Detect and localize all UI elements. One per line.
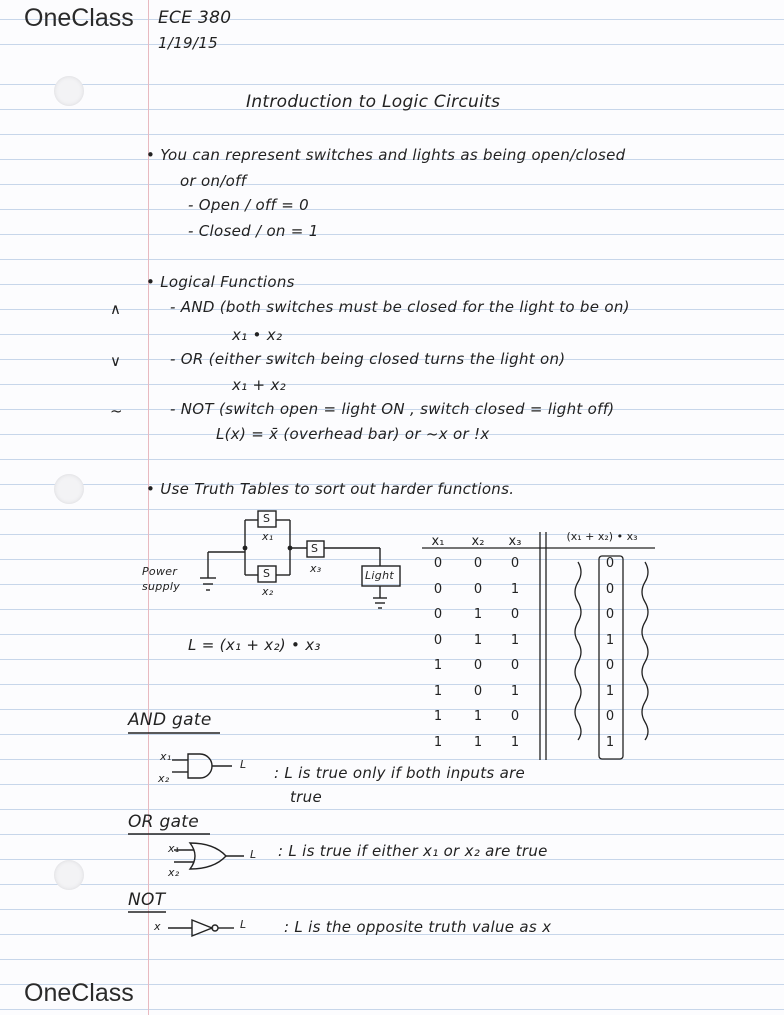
and-gate-output: L (240, 758, 247, 771)
tt-header-output: (x₁ + x₂) • x₃ (566, 530, 638, 543)
and-gate-heading: AND gate (128, 710, 212, 730)
tt-header-x1: x₁ (431, 534, 445, 549)
tt-cell-r5-c2: 1 (510, 683, 520, 699)
oneclass-logo-top: OneClass (24, 4, 134, 32)
circuit-formula: L = (x₁ + x₂) • x₃ (188, 636, 321, 654)
open-off-line: - Open / off = 0 (188, 196, 310, 214)
tt-cell-r2-c1: 1 (473, 607, 483, 622)
not-expression: L(x) = x̄ (overhead bar) or ~x or !x (216, 425, 490, 443)
oneclass-logo-bottom: OneClass (24, 979, 134, 1007)
tt-cell-r3-c0: 0 (433, 632, 443, 648)
or-gate-description: : L is true if either x₁ or x₂ are true (278, 842, 548, 860)
tt-cell-r4-c1: 0 (473, 658, 483, 673)
tt-cell-r6-c1: 1 (473, 709, 483, 724)
or-symbol: ∨ (110, 352, 122, 370)
switch-label-x2: S (263, 567, 271, 580)
tt-cell-r5-c0: 1 (433, 683, 443, 699)
power-label: Power (142, 565, 178, 578)
tt-cell-r2-c3: 0 (605, 607, 615, 622)
supply-label: supply (142, 580, 181, 593)
or-gate-output: L (250, 848, 257, 861)
truth-tables-heading: • Use Truth Tables to sort out harder functions. (146, 480, 515, 498)
tt-cell-r1-c1: 0 (473, 581, 483, 597)
tt-cell-r1-c0: 0 (433, 581, 443, 597)
tt-cell-r4-c0: 1 (433, 658, 443, 673)
date: 1/19/15 (158, 34, 218, 52)
or-expression: x₁ + x₂ (232, 376, 286, 394)
and-gate-description-cont: true (290, 788, 322, 806)
or-description: - OR (either switch being closed turns the light on) (170, 350, 566, 368)
tt-cell-r5-c3: 1 (605, 683, 615, 699)
or-gate-heading: OR gate (128, 812, 200, 832)
tt-cell-r0-c2: 0 (510, 556, 520, 571)
tt-header-x3: x₃ (508, 534, 522, 549)
tt-header-x2: x₂ (471, 534, 485, 549)
not-gate-output: L (240, 918, 247, 931)
and-gate-input-2: x₂ (158, 772, 170, 785)
tt-cell-r3-c3: 1 (605, 632, 615, 648)
not-symbol: ~ (110, 402, 123, 420)
tt-cell-r7-c1: 1 (473, 734, 483, 750)
tt-cell-r6-c2: 0 (510, 709, 520, 724)
or-gate-input-2: x₂ (168, 866, 180, 879)
not-gate-description: : L is the opposite truth value as x (284, 918, 552, 936)
tt-cell-r3-c1: 1 (473, 632, 483, 648)
switch-label-x1: S (263, 512, 271, 525)
or-gate-input-1: x₁ (168, 842, 180, 855)
bullet-switches-line1: • You can represent switches and lights as being open/closed (146, 146, 626, 164)
tt-cell-r0-c0: 0 (433, 556, 443, 571)
tt-cell-r4-c2: 0 (510, 658, 520, 673)
logical-functions-heading: • Logical Functions (146, 273, 295, 291)
not-gate-heading: NOT (128, 890, 166, 910)
label-x3: x₃ (310, 562, 322, 575)
tt-cell-r3-c2: 1 (510, 632, 520, 648)
course-code: ECE 380 (158, 8, 232, 28)
light-label: Light (365, 569, 394, 582)
tt-cell-r1-c2: 1 (510, 581, 520, 597)
and-description: - AND (both switches must be closed for the light to be on) (170, 298, 630, 316)
closed-on-line: - Closed / on = 1 (188, 222, 319, 240)
and-symbol: ∧ (110, 300, 122, 318)
switch-label-x3: S (311, 542, 319, 555)
and-gate-input-1: x₁ (160, 750, 172, 763)
page-title: Introduction to Logic Circuits (246, 92, 501, 112)
tt-cell-r1-c3: 0 (605, 581, 615, 597)
tt-cell-r7-c0: 1 (433, 734, 443, 750)
tt-cell-r2-c0: 0 (433, 607, 443, 622)
tt-cell-r0-c1: 0 (473, 556, 483, 571)
label-x2: x₂ (262, 585, 274, 598)
bullet-switches-line2: or on/off (180, 172, 247, 190)
tt-cell-r4-c3: 0 (605, 658, 615, 673)
not-gate-input: x (154, 920, 161, 933)
tt-cell-r7-c2: 1 (510, 734, 520, 750)
tt-cell-r6-c3: 0 (605, 709, 615, 724)
not-description: - NOT (switch open = light ON , switch closed = light off) (170, 400, 615, 418)
tt-cell-r7-c3: 1 (605, 734, 615, 750)
and-gate-description: : L is true only if both inputs are (274, 764, 526, 782)
tt-cell-r2-c2: 0 (510, 607, 520, 622)
label-x1: x₁ (262, 530, 274, 543)
tt-cell-r0-c3: 0 (605, 556, 615, 571)
tt-cell-r6-c0: 1 (433, 709, 443, 724)
tt-cell-r5-c1: 0 (473, 683, 483, 699)
and-expression: x₁ • x₂ (232, 326, 283, 344)
